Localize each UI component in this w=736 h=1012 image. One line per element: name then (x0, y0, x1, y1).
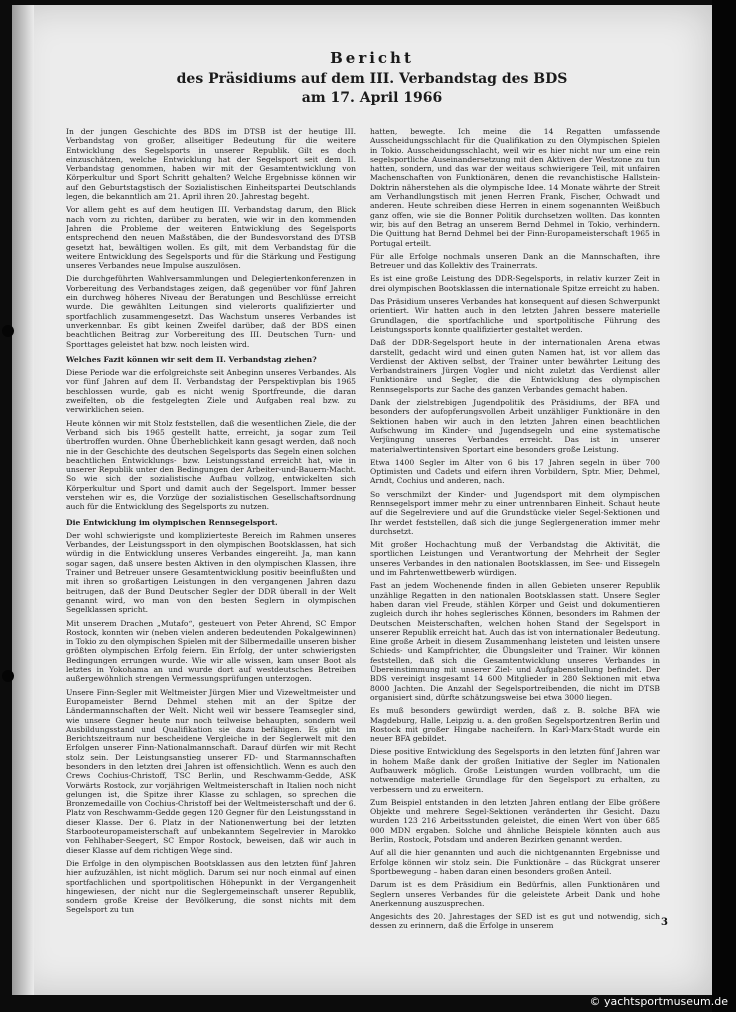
paragraph: Etwa 1400 Segler im Alter von 6 bis 17 Jahren segeln in über 700 Optimisten und Cadets und eifern ihren Vorbildern, Sptr. Mier, Dehmel, Arndt, Cochius und anderen, nach. (370, 457, 660, 486)
paragraph: Die durchgeführten Wahlversammlungen und Delegiertenkonferenzen in Vorbereitung des Verbandstages zeigen, daß gegenüber vor fünf Jahren ein durchweg höheres Niveau der Beratungen und Beschlüsse erreicht wurde. Die gewählten Leitungen sind vielerorts qualifizierter und sportfachlich zusammengesetzt. Das Wachstum unseres Verbandes ist unverkennbar. Es gibt keinen Zweifel darüber, daß der BDS einen beachtlichen Beitrag zur Vorbereitung des III. Deutschen Turn- und Sporttages geleistet hat bzw. noch leisten wird. (66, 274, 356, 349)
section-heading: Die Entwicklung im olympischen Rennsegelsport. (66, 517, 278, 527)
paragraph: Unsere Finn-Segler mit Weltmeister Jürgen Mier und Vizeweltmeister und Europameister Bernd Dehmel stehen mit an der Spitze der Ländermannschaften der Welt. Nicht weil wir bessere Teamsegler sind, wie unsere Gegner heute nur noch teilweise behaupten, sondern weil Ausbildungsstand und Qualifikation sie dazu befähigen. Es gibt im Berichtszeitraum nur bescheidene Vergleiche in der Seglerwelt mit den Erfolgen unserer Finn-Nationalmannschaft. Darauf dürfen wir mit Recht stolz sein. Der Leistungsanstieg unserer FD- und Starmannschaften besonders in den letzten drei Jahren ist offensichtlich. Wenn es auch den Crews Cochius-Christoff, TSC Berlin, und Reschwamm-Gedde, ASK Vorwärts Rostock, zur vorjährigen Weltmeisterschaft in Italien noch nicht gelungen ist, die Spitze ihrer Klasse zu schlagen, so sprechen die Bronzemedaille von Cochius-Christoff bei der Weltmeisterschaft und der 6. Platz von Reschwamm-Gedde gegen 120 Gegner für den Leistungsstand in dieser Klasse. Der 6. Platz in der Nationenwertung bei der letzten Starbooteuropameisterschaft auf unbekanntem Segelrevier in Marokko von Fehlhaber-Seegert, SC Empor Rostock, beweisen, daß wir auch in dieser Klasse auf dem richtigen Wege sind. (66, 687, 356, 855)
paragraph: Darum ist es dem Präsidium ein Bedürfnis, allen Funktionären und Seglern unseres Verbandes für die geleistete Arbeit Dank und hohe Anerkennung auszusprechen. (370, 880, 660, 908)
paragraph: Für alle Erfolge nochmals unseren Dank an die Mannschaften, ihre Betreuer und das Kollektiv des Trainerrats. (370, 251, 660, 271)
paragraph: Heute können wir mit Stolz feststellen, daß die wesentlichen Ziele, die der Verband sich bis 1965 gestellt hatte, erreicht, ja sogar zum Teil übertroffen wurden. Ohne Überheblichkeit kann gesagt werden, daß noch nie in der Geschichte des deutschen Segelsports das Segeln einen solchen beachtlichen Entwicklungs- bzw. Leistungsstand erreicht hat, wie in unserer Republik unter den Bedingungen der Arbeiter-und-Bauern-Macht. So wie sich der sozialistische Aufbau vollzog, entwickelten sich Körperkultur und Sport und damit auch der Segelsport. Immer besser verstehen wir es, die Vorzüge der sozialistischen Gesellschaftsordnung auch für die Entwicklung des Segelsports zu nutzen. (66, 418, 356, 512)
paragraph: Fast an jedem Wochenende finden in allen Gebieten unserer Republik unzählige Regatten in den nationalen Bootsklassen statt. Unsere Segler haben daran viel Freude, stählen Körper und Geist und dokumentieren zugleich durch ihr hohes seglerisches Können, besonders im Rahmen der Deutschen Meisterschaften, welchen hohen Stand der Segelsport in unserer Republik erreicht hat. Auch das ist von internationaler Bedeutung. Eine große Arbeit in diesem Zusammenhang leisteten und leisten unsere Schieds- und Kampfrichter, die Übungsleiter und Trainer. Wir können feststellen, daß sich die Gesamtentwicklung unseres Verbandes in Übereinstimmung mit unserer Ziel- und Aufgabenstellung befindet. Der BDS vereinigt insgesamt 14 600 Mitglieder in 280 Sektionen mit etwa 8000 Jachten. Die Anzahl der Segelsportreibenden, die nicht im DTSB organisiert sind, dürfte schätzungsweise bei etwa 3000 liegen. (370, 581, 660, 702)
paragraph: Es muß besonders gewürdigt werden, daß z. B. solche BFA wie Magdeburg, Halle, Leipzig u. a. den großen Segelsportzentren Berlin und Rostock mit großer Hingabe nacheifern. In Karl-Marx-Stadt wurde ein neuer BFA gebildet. (370, 706, 660, 744)
paragraph: Vor allem geht es auf dem heutigen III. Verbandstag darum, den Blick nach vorn zu richten, darüber zu beraten, wie wir in den kommenden Jahren die Probleme der weiteren Entwicklung des Segelsports entsprechend den neuen Maßstäben, die der Bundesvorstand des DTSB gesetzt hat, bewältigen wollen. Es gilt, mit dem Verbandstag für die weitere Entwicklung des Segelsports und für die Stärkung und Festigung unseres Verbandes neue Impulse auszulösen. (66, 205, 356, 271)
paragraph: Zum Beispiel entstanden in den letzten Jahren entlang der Elbe größere Objekte und mehrere Segel-Sektionen veränderten ihr Gesicht. Dazu wurden 123 216 Arbeitsstunden geleistet, die einen Wert von über 685 000 MDN ergaben. Solche und ähnliche Beispiele könnten auch aus Berlin, Rostock, Potsdam und anderen Bezirken genannt werden. (370, 797, 660, 845)
paragraph: In der jungen Geschichte des BDS im DTSB ist der heutige III. Verbandstag von großer, allseitiger Bedeutung für die weitere Entwicklung des Segelsports in unserer Republik. Gilt es doch einzuschätzen, welche Entwicklung hat der Segelsport seit dem II. Verbandstag genommen, haben wir mit der Gesamtentwicklung von Körperkultur und Sport Schritt gehalten? Welche Ergebnisse können wir auf den Geburtstagstisch der Sozialistischen Einheitspartei Deutschlands legen, die bekanntlich am 21. April ihren 20. Jahrestag begeht. (66, 127, 356, 202)
right-column (370, 127, 660, 987)
punch-hole (2, 670, 14, 682)
paragraph: Es ist eine große Leistung des DDR-Segelsports, in relativ kurzer Zeit in drei olympischen Bootsklassen die internationale Spitze erreicht zu haben. (370, 274, 660, 293)
paragraph: Diese Periode war die erfolgreichste seit Anbeginn unseres Verbandes. Als vor fünf Jahren auf dem II. Verbandstag der Perspektivplan bis 1965 beschlossen wurde, gab es nicht wenig Sportfreunde, die daran zweifelten, ob die festgelegten Ziele und Aufgaben real bzw. zu verwirklichen seien. (66, 368, 356, 415)
document-page (12, 5, 712, 995)
report-subtitle: des Präsidiums auf dem III. Verbandstag des BDS (176, 71, 568, 87)
report-date: am 17. April 1966 (301, 90, 443, 106)
binder-edge (712, 0, 736, 1012)
paragraph: Mit unserem Drachen „Mutafo“, gesteuert von Peter Ahrend, SC Empor Rostock, konnten wir (neben vielen anderen bedeutenden Pokalgewinnen) in Tokio zu den olympischen Spielen mit der Silbermedaille unseren bisher größten olympischen Erfolg feiern. Ein Erfolg, der unter schwierigsten Bedingungen errungen wurde. Wie wir alle wissen, kam unser Boot als letztes in Yokohama an und wurde dort auf westdeutsches Betreiben außergewöhnlich strengen Vermessungsprüfungen unterzogen. (66, 618, 356, 684)
paragraph: Diese positive Entwicklung des Segelsports in den letzten fünf Jahren war in hohem Maße dank der großen Initiative der Segler im Nationalen Aufbauwerk möglich. Große Leistungen wurden vollbracht, um die notwendige materielle Grundlage für den Segelsport zu erhalten, zu verbessern und zu erweitern. (370, 747, 660, 794)
paragraph: Daß der DDR-Segelsport heute in der internationalen Arena etwas darstellt, gedacht wird und einen guten Namen hat, ist vor allem das Verdienst der Aktiven selbst, der Trainer unter bewährter Leitung des Verbandstrainers Jürgen Vogler und nicht zuletzt das Verdienst aller Funktionäre und Segler, die die Entwicklung des olympischen Rennsegelsports zur Sache des ganzen Verbandes gemacht haben. (370, 338, 660, 394)
paragraph: Die Erfolge in den olympischen Bootsklassen aus den letzten fünf Jahren hier aufzuzählen, ist nicht möglich. Darum sei nur noch einmal auf einen sportfachlichen und sportpolitischen Höhepunkt in der Vergangenheit hingewiesen, der nicht nur die Seglergemeinschaft unserer Republik, sondern große Kreise der Bevölkerung, die sonst nichts mit dem Segelsport zu tun (66, 858, 356, 915)
paragraph: Der wohl schwierigste und komplizierteste Bereich im Rahmen unseres Verbandes, der Leistungssport in den olympischen Bootsklassen, hat sich würdig in die Entwicklung unseres Verbandes eingereiht. Ja, man kann sogar sagen, daß unsere besten Aktiven in den olympischen Klassen, ihre Trainer und Betreuer unsere Gesamtentwicklung positiv beeinflußten und mit ihren so großartigen Leistungen in den vergangenen Jahren dazu beitrugen, daß der Bund Deutscher Segler der DDR überall in der Welt genannt wird, wo man von den besten Seglern in olympischen Segelklassen spricht. (66, 530, 356, 615)
paragraph: Angesichts des 20. Jahrestages der SED ist es gut und notwendig, sich dessen zu erinnern, daß die Erfolge in unserem (370, 912, 660, 931)
watermark: © yachtsportmuseum.de (589, 995, 728, 1008)
paragraph: So verschmilzt der Kinder- und Jugendsport mit dem olympischen Rennsegelsport immer mehr zu einer untrennbaren Einheit. Schaut heute auf die Segelreviere und auf die Grundstücke vieler Segel-Sektionen und Ihr werdet feststellen, daß sich die junge Seglergeneration immer mehr durchsetzt. (370, 489, 660, 536)
paragraph: hatten, bewegte. Ich meine die 14 Regatten umfassende Ausscheidungsschlacht für die Qualifikation zu den Olympischen Spielen in Tokio. Ausscheidungsschlacht, weil wir es hier nicht nur um eine rein segelsportliche Auseinandersetzung mit den Aktiven der Westzone zu tun hatten, sondern, und das war der weitaus schwierigere Teil, mit unfairen Machenschaften von Funktionären, denen die revanchistische Hallstein-Doktrin näherstehen als die olympische Idee. 14 Monate währte der Streit am Verhandlungstisch mit jenen Herren Frank, Fischer, Ochwadt und anderen. Heute schreiben diese Herren in einem sogenannten Weißbuch ganz offen, wie sie die Bonner Politik durchsetzen wollten. Das konnten wir, bis auf den Betrag an unserem Bernd Dehmel in Tokio, verhindern. Die Quittung hat Bernd Dehmel bei der Finn-Europameisterschaft 1965 in Portugal erteilt. (370, 127, 660, 248)
left-column (66, 127, 356, 987)
report-title: Bericht (330, 49, 414, 67)
paragraph: Auf all die hier genannten und auch die nichtgenannten Ergebnisse und Erfolge können wir stolz sein. Die Funktionäre – das Rückgrat unserer Sportbewegung – haben daran einen besonders großen Anteil. (370, 848, 660, 876)
report-header (72, 49, 672, 106)
punch-hole (2, 325, 14, 337)
section-heading: Welches Fazit können wir seit dem II. Verbandstag ziehen? (66, 354, 317, 364)
paragraph: Mit großer Hochachtung muß der Verbandstag die Aktivität, die sportlichen Leistungen und Verantwortung der Mehrheit der Segler unseres Verbandes in den nationalen Bootsklassen, im See- und Eissegeln und im Fahrtenwettbewerb würdigen. (370, 540, 660, 578)
paragraph: Dank der zielstrebigen Jugendpolitik des Präsidiums, der BFA und besonders der aufopferungsvollen Arbeit unzähliger Funktionäre in den Sektionen haben wir auch in den letzten Jahren einen beachtlichen Aufschwung im Kinder- und Jugendsegeln und eine systematische Verjüngung unseres Verbandes erreicht. Das ist in unserer materialwertintensiven Sportart eine besonders große Leistung. (370, 398, 660, 454)
paragraph: Das Präsidium unseres Verbandes hat konsequent auf diesen Schwerpunkt orientiert. Wir hatten auch in den letzten Jahren bessere materielle Grundlagen, die sportfachliche und sportpolitische Führung des Leistungssports konnte qualifizierter gestaltet werden. (370, 297, 660, 334)
page-number: 3 (661, 917, 668, 928)
